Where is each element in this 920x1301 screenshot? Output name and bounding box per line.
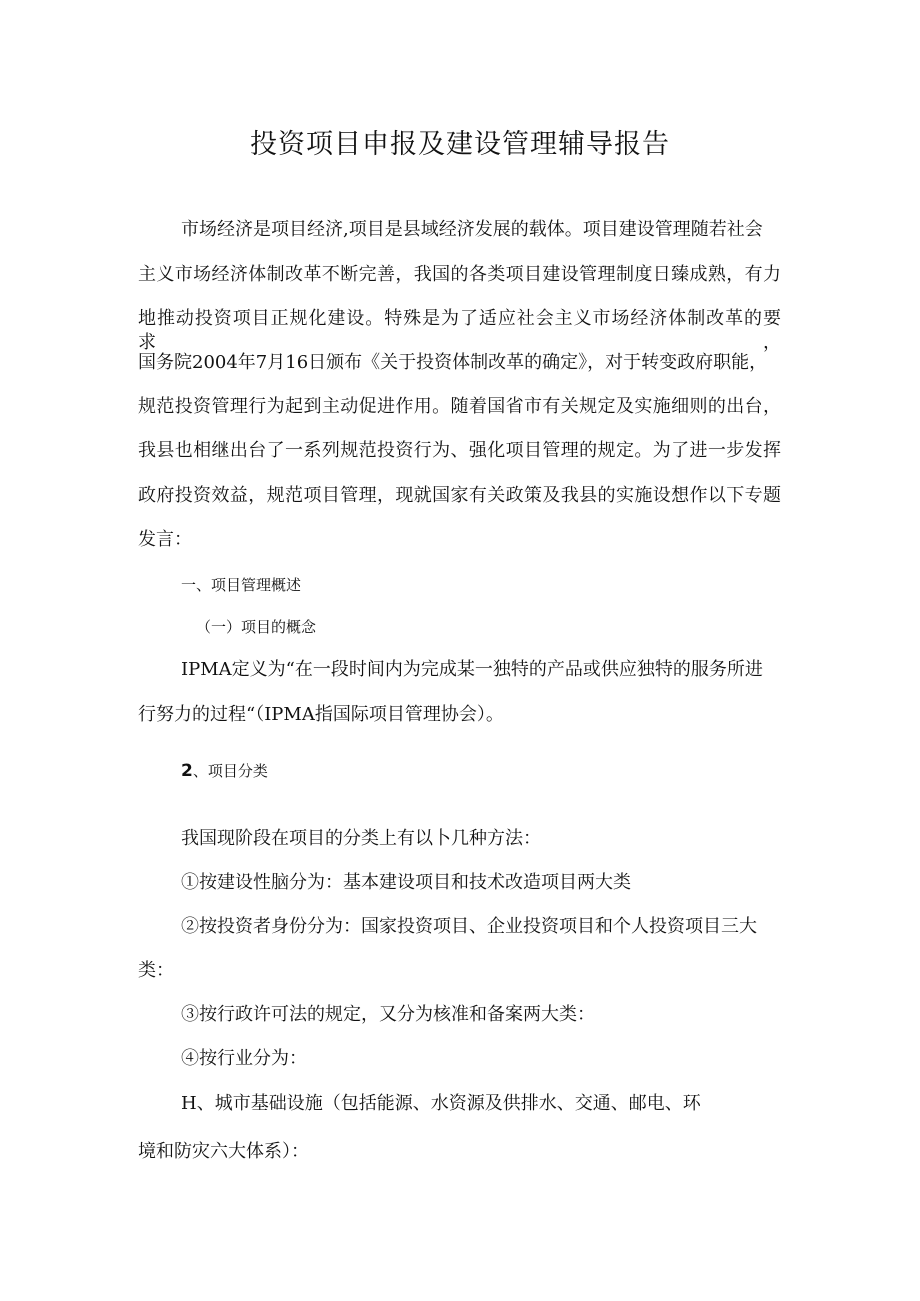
document-title: 投资项目申报及建设管理辅导报告 <box>250 129 670 160</box>
classification-heading <box>181 759 268 783</box>
classification-heading-text: 、项目分类 <box>192 762 268 780</box>
ipma-line-2: 行努力的过程“（IPMA指国际项目管理协会）。 <box>138 704 504 725</box>
intro-line-1: 市场经济是项目经济,项目是县域经济发展的载体。项目建设管理随若社会 <box>181 219 763 240</box>
intro-line-2: 主义市场经济体制改革不断完善，我国的各类项目建设管理制度日臻成熟，有力 <box>138 264 781 285</box>
item-h-line-2: 境和防灾六大体系）： <box>138 1141 309 1162</box>
section-heading-1: 一、项目管理概述 <box>181 576 302 594</box>
intro-line-8: 发言： <box>138 529 192 550</box>
method-4: ④按行业分为： <box>181 1048 307 1069</box>
ipma-line-1: IPMA定义为“在一段时间内为完成某一独特的产品或供应独特的服务所进 <box>181 659 763 680</box>
item-h-line-1: H、城市基础设施（包括能源、水资源及供排水、交通、邮电、环 <box>181 1093 701 1114</box>
intro-line-6: 我县也相继出台了一系列规范投资行为、强化项目管理的规定。为了进一步发挥 <box>138 440 781 461</box>
intro-line-5: 规范投资管理行为起到主动促进作用。随着国省市有关规定及实施细则的出台， <box>138 396 781 417</box>
method-2-line-2: 类： <box>138 960 174 981</box>
classification-intro: 我国现阶段在项目的分类上有以卜几种方法： <box>181 828 541 849</box>
intro-line-7: 政府投资效益，规范项目管理，现就国家有关政策及我县的实施设想作以下专题 <box>138 485 781 506</box>
subsection-heading-1: （一）项目的概念 <box>196 618 317 636</box>
intro-line-3: 地推动投资项目正规化建设。特殊是为了适应社会主义市场经济体制改革的要求， <box>138 308 781 353</box>
method-3: ③按行政许可法的规定，又分为核准和备案两大类： <box>181 1004 595 1025</box>
method-2-line-1: ②按投资者身份分为：国家投资项目、企业投资项目和个人投资项目三大 <box>181 916 757 937</box>
classification-heading-number: 2 <box>181 761 193 781</box>
method-1: ①按建设性脑分为：基本建设项目和技术改造项目两大类 <box>181 872 631 893</box>
intro-line-4: 国务院2004年7月16日颁布《关于投资体制改革的确定》，对于转变政府职能， <box>138 352 768 373</box>
